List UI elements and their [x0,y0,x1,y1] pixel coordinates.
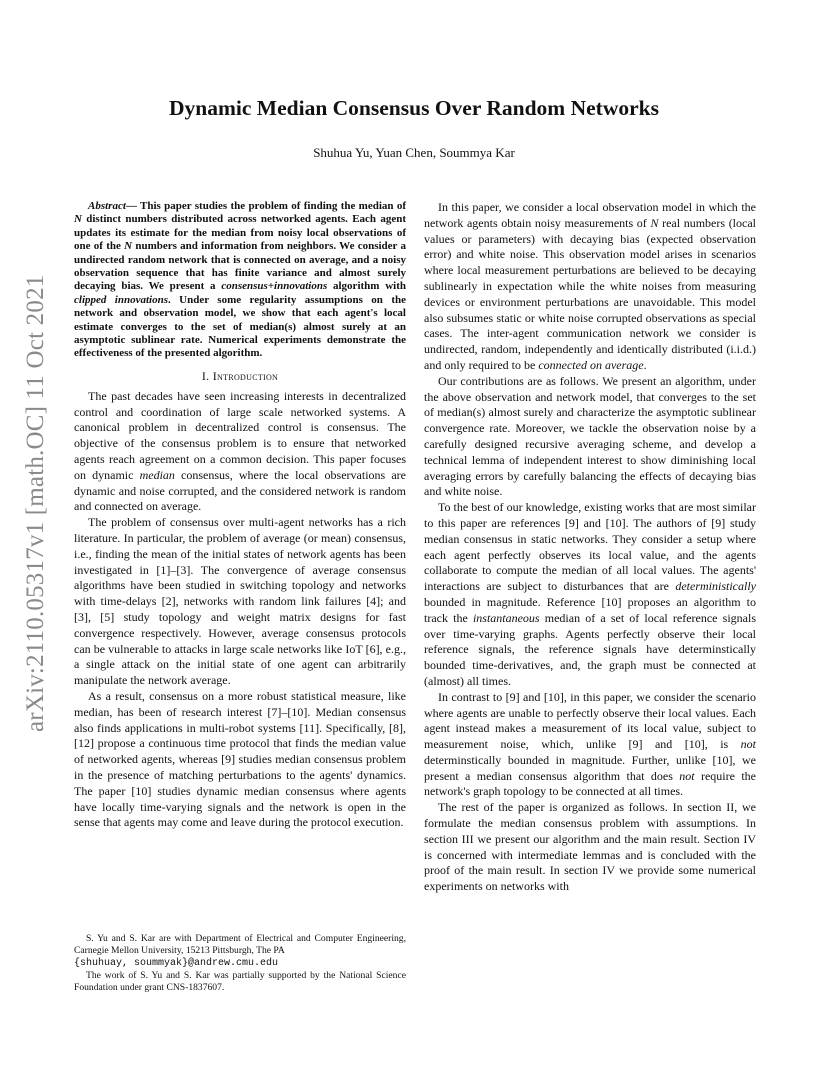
paragraph-text: require the network's graph topology to be connected at all times. [424,768,757,799]
right-paragraph-1 [424,200,756,374]
emphasis-text: instantaneous [472,610,540,625]
paragraph-text: median of a set of local reference signals over time-varying graphs. Agents perfectly observe their local reference signals, the reference signals have determinstically bounded time-derivatives, and, the graph must be connected at (almost) all times. [424,610,756,688]
right-paragraph-3 [424,500,756,690]
right-paragraph-4 [424,690,756,801]
paragraph-text: The past decades have seen increasing interests in decentralized control and coordination of large scale networked systems. A canonical problem in decentralized control is consensus. The objective of the consensus problem is to ensure that networked agents reach agreement on a common decision. This paper focuses on dynamic [74,388,406,482]
section-name: Introduction [212,368,279,383]
paragraph-text: bounded in magnitude. Reference [10] proposes an algorithm to track the [424,594,756,625]
footnote-funding: The work of S. Yu and S. Kar was partially supported by the National Science Foundation under grant CNS-1837607. [74,970,406,993]
right-paragraph-2: Our contributions are as follows. We present an algorithm, under the above observation and network model, that converges to the set of median(s) almost surely and characterize the asymptotic sublinear convergence rate. Moreover, we tackle the observation noise by a carefully designed recursive averaging scheme, and develop a technical lemma of independent interest to show diminishing local averaging errors by carefully balancing the effects of decaying bias and white noise. [424,373,756,499]
paragraph-text: real numbers (local values or parameters) with decaying bias (expected observation error) and white noise. This observation model arises in scenarios where local measurement perturbations are believed to be decaying sublinearly in expectation while the white noises from measuring devices or environment perturbations are unavoidable. This model also subsumes static or white noise corrupted observations as special cases. The inter-agent communication network we consider is undirected, random, independently and identically distributed (i.i.d.) and only required to be [424,215,757,372]
abstract-text: . Under some regularity assumptions on the network and observation model, we show that each agent's local estimate converges to the set of median(s) almost surely at an asymptotic sublinear rate. Numerical experiments demonstrate the effectiveness of the presented algorithm. [74,293,406,360]
author-email: {shuhuay, soummyak}@andrew.cmu.edu [74,958,279,969]
paragraph-text: In contrast to [9] and [10], in this paper, we consider the scenario where agents are unable to perfectly observe their local values. Each agent instead makes a measurement of its local value, subject to measurement noise, which, unlike [9] and [10], is [424,689,756,752]
section-heading-introduction [74,369,406,384]
paragraph-text: consensus, where the local observations are dynamic and noise corrupted, and the considered network is random and connected on average. [74,467,406,514]
footnote-affiliation [74,933,406,970]
left-column [74,200,406,831]
emphasis-text: not [679,768,695,783]
paragraph-text: determinstically bounded in magnitude. Further, unlike [10], we present a median consensus algorithm that does [424,752,756,783]
abstract-text: distinct numbers distributed across networked agents. Each agent updates its estimate for the median from noisy local observations of one of the [74,213,406,253]
paper-authors: Shuhua Yu, Yuan Chen, Soummya Kar [313,145,515,160]
abstract [74,200,406,361]
emphasis-text: median [139,467,175,482]
paragraph-text: In this paper, we consider a local observation model in which the network agents obtain noisy measurements of [424,200,756,230]
abstract-text: This paper studies the problem of finding the median of [140,200,406,212]
paragraph-text: To the best of our knowledge, existing works that are most similar to this paper are references [9] and [10]. The authors of [9] study median consensus in static networks. They consider a setup where each agent perfectly observes its local value, and the agents collaborate to compute the median of all local values. The agents' interactions are subject to disturbances that are [424,500,756,594]
math-n: N [650,215,659,230]
intro-paragraph-1 [74,389,406,515]
abstract-math-n: N [74,213,82,226]
emphasis-text: not [740,737,756,752]
abstract-clipped-innovations: clipped innovations [74,293,168,306]
intro-paragraph-2: The problem of consensus over multi-agent networks has a rich literature. In particular, the problem of average (or mean) consensus, i.e., finding the mean of the initial states of network agents has been investigated in [1]–[3]. The convergence of average consensus algorithms have been studied in switching topology and networks with time-delays [2], networks with random link failures [4]; and [3], [5] study topology and weight matrix designs for fast convergence respectively. However, average consensus protocols can be vulnerable to attacks in large scale networks like IoT [6], e.g., a single attack on the initial state of one agent can arbitrarily manipulate the network average. [74,515,406,688]
paper-title: Dynamic Median Consensus Over Random Networks [169,96,659,120]
paragraph-text: . [643,357,647,372]
section-numeral: I. [201,368,213,383]
abstract-algorithm-name: consensus+innovations [221,280,328,293]
abstract-text: numbers and information from neighbors. We consider a undirected random network that is connected on average, and a noisy observation sequence that has finite variance and almost surely decaying bias. We present a [74,240,407,293]
abstract-math-n: N [124,240,133,253]
emphasis-text: connected on average [538,357,644,372]
right-paragraph-5: The rest of the paper is organized as follows. In section II, we formulate the median consensus problem with assumptions. In section III we present our algorithm and the main result. Section IV is concerned with intermediate lemmas and is concluded with the proof of the main result. In section IV we provide some numerical experiments on networks with [424,800,756,894]
abstract-dash: — [125,200,141,212]
arxiv-identifier: arXiv:2110.05317v1 [math.OC] 11 Oct 2021 [22,274,49,732]
intro-paragraph-3: As a result, consensus on a more robust statistical measure, like median, has been of research interest [7]–[10]. Median consensus also finds applications in multi-robot systems [11]. Specifically, [8], [12] propose a continuous time protocol that finds the median value of networked agents, whereas [9] studies median consensus problem in the presence of matching perturbations to the agents' dynamics. The paper [10] studies dynamic median consensus where agents have locally time-varying signals and the network is open in the sense that agents may come and leave during the protocol execution. [74,689,406,830]
abstract-lead: Abstract [88,200,126,212]
emphasis-text: deterministically [675,579,756,594]
right-column [424,200,756,895]
abstract-text: algorithm with [327,280,406,293]
footnote [74,933,406,994]
footnote-text: S. Yu and S. Kar are with Department of Electrical and Computer Engineering, Carnegie Mellon University, 15213 Pittsburgh, The PA [74,933,406,956]
